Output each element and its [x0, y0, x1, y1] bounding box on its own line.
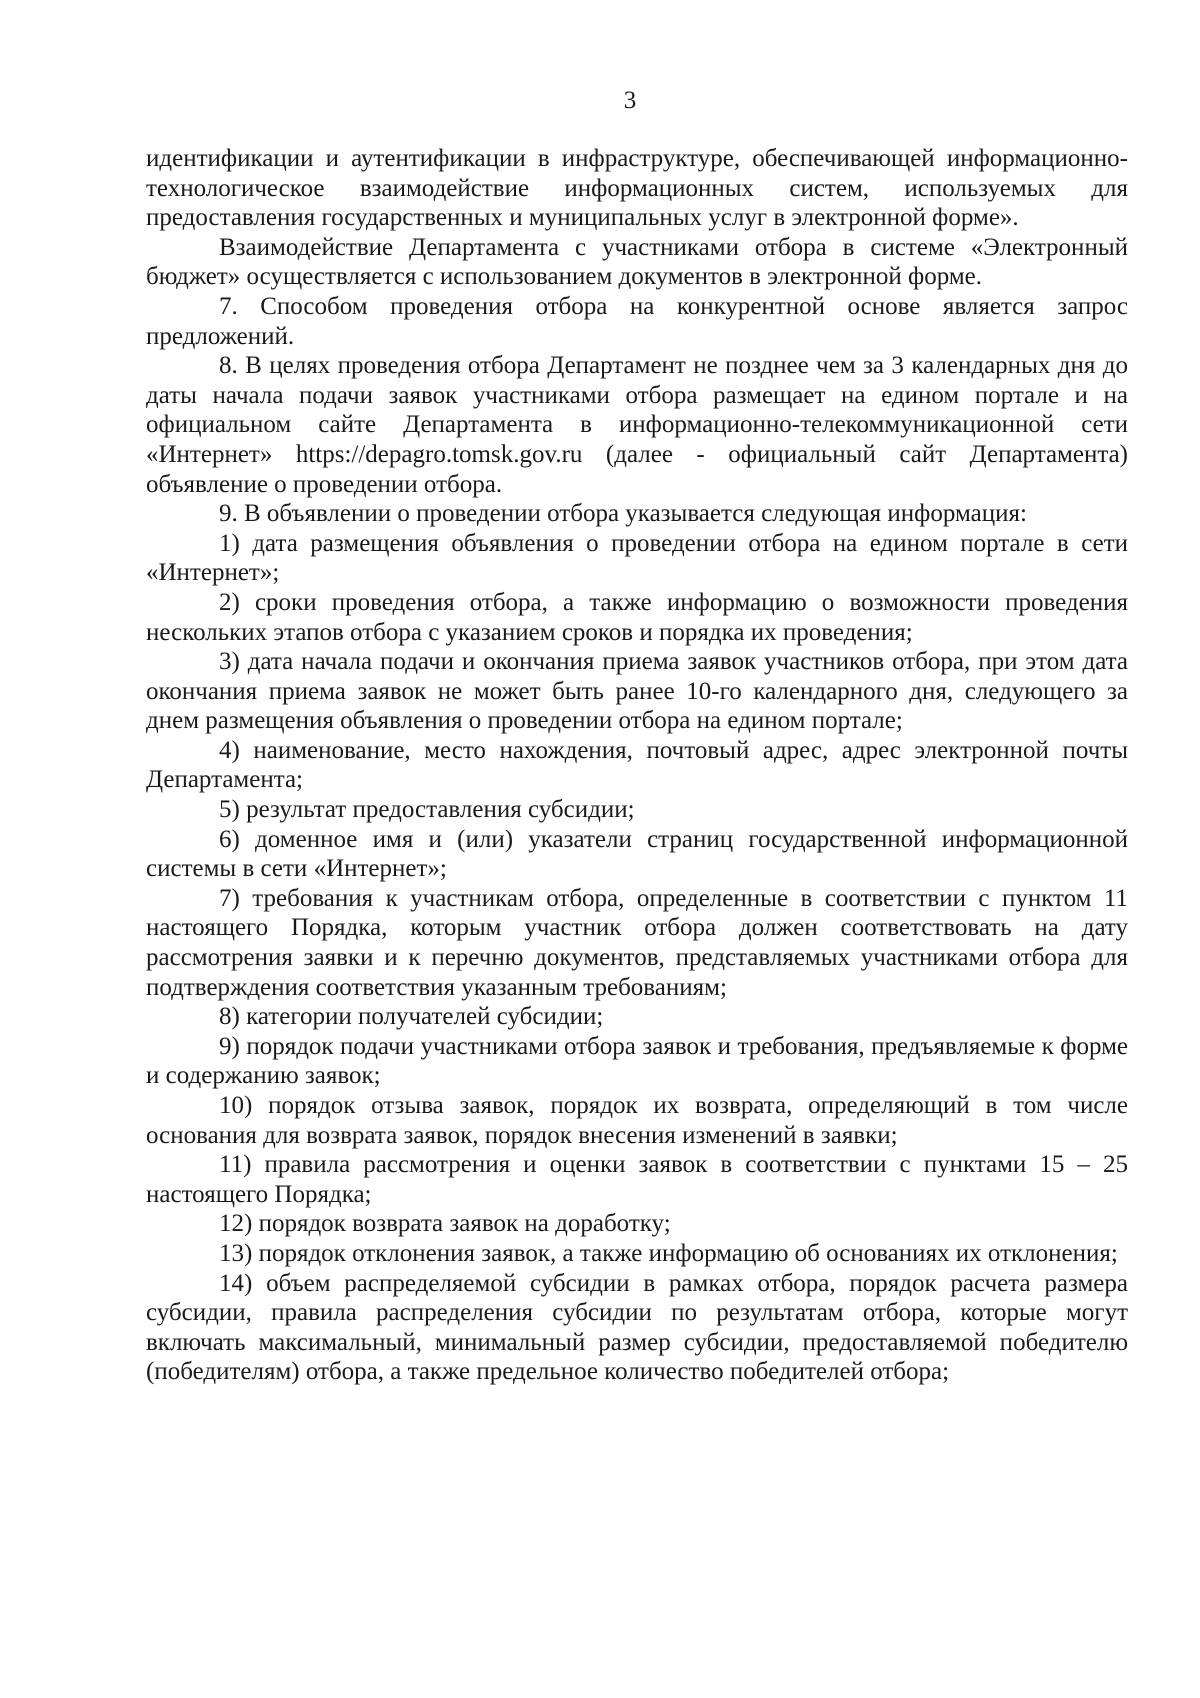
- list-item-6: 6) доменное имя и (или) указатели страниц государственной информационной системы в сети «Интернет»;: [146, 825, 1128, 883]
- paragraph-item-9: 9. В объявлении о проведении отбора указывается следующая информация:: [219, 500, 1027, 528]
- paragraph-item-8: 8. В целях проведения отбора Департамент не позднее чем за 3 календарных дня до даты начала подачи заявок участниками отбора размещает на едином портале и на официальном сайте Департамента в информационно-телекоммуникационной сети «Интернет» https://depagro.tomsk.gov.ru (далее - официальный сайт Департамента) объявление о проведении отбора.: [146, 352, 1128, 498]
- page-number: 3: [623, 87, 637, 114]
- list-item-9: 9) порядок подачи участниками отбора заявок и требования, предъявляемые к форме и содержанию заявок;: [146, 1032, 1128, 1090]
- list-item-1: 1) дата размещения объявления о проведении отбора на едином портале в сети «Интернет»;: [146, 529, 1128, 587]
- list-item-8: 8) категории получателей субсидии;: [219, 1003, 604, 1031]
- document-body: [146, 144, 1128, 1387]
- list-item-10: 10) порядок отзыва заявок, порядок их возврата, определяющий в том числе основания для возврата заявок, порядок внесения изменений в заявки;: [146, 1092, 1128, 1149]
- list-item-2: 2) сроки проведения отбора, а также информацию о возможности проведения нескольких этапов отбора с указанием сроков и порядка их проведения;: [146, 588, 1128, 646]
- paragraph-item-7: 7. Способом проведения отбора на конкурентной основе является запрос предложений.: [146, 292, 1128, 350]
- paragraph-continuation: идентификации и аутентификации в инфраструктуре, обеспечивающей информационно-технологическое взаимодействие информационных систем, используемых для предоставления государственных и муниципальных услуг в электронной форме».: [146, 145, 1128, 232]
- list-item-5: 5) результат предоставления субсидии;: [219, 796, 635, 824]
- list-item-12: 12) порядок возврата заявок на доработку;: [219, 1210, 671, 1238]
- paragraph-interaction: Взаимодействие Департамента с участниками отбора в системе «Электронный бюджет» осуществляется с использованием документов в электронной форме.: [146, 233, 1128, 291]
- list-item-11: 11) правила рассмотрения и оценки заявок в соответствии с пунктами 15 – 25 настоящего Порядка;: [146, 1151, 1128, 1208]
- list-item-7: 7) требования к участникам отбора, определенные в соответствии с пунктом 11 настоящего Порядка, которым участник отбора должен соответствовать на дату рассмотрения заявки и к перечню документов, представляемых участниками отбора для подтверждения соответствия указанным требованиям;: [146, 884, 1128, 1001]
- list-item-3: 3) дата начала подачи и окончания приема заявок участников отбора, при этом дата окончания приема заявок не может быть ранее 10-го календарного дня, следующего за днем размещения объявления о проведении отбора на едином портале;: [146, 648, 1128, 735]
- list-item-13: 13) порядок отклонения заявок, а также информацию об основаниях их отклонения;: [219, 1239, 1118, 1267]
- list-item-4: 4) наименование, место нахождения, почтовый адрес, адрес электронной почты Департамента;: [146, 736, 1128, 794]
- list-item-14: 14) объем распределяемой субсидии в рамках отбора, порядок расчета размера субсидии, правила распределения субсидии по результатам отбора, которые могут включать максимальный, минимальный размер субсидии, предоставляемой победителю (победителям) отбора, а также предельное количество победителей отбора;: [146, 1269, 1128, 1386]
